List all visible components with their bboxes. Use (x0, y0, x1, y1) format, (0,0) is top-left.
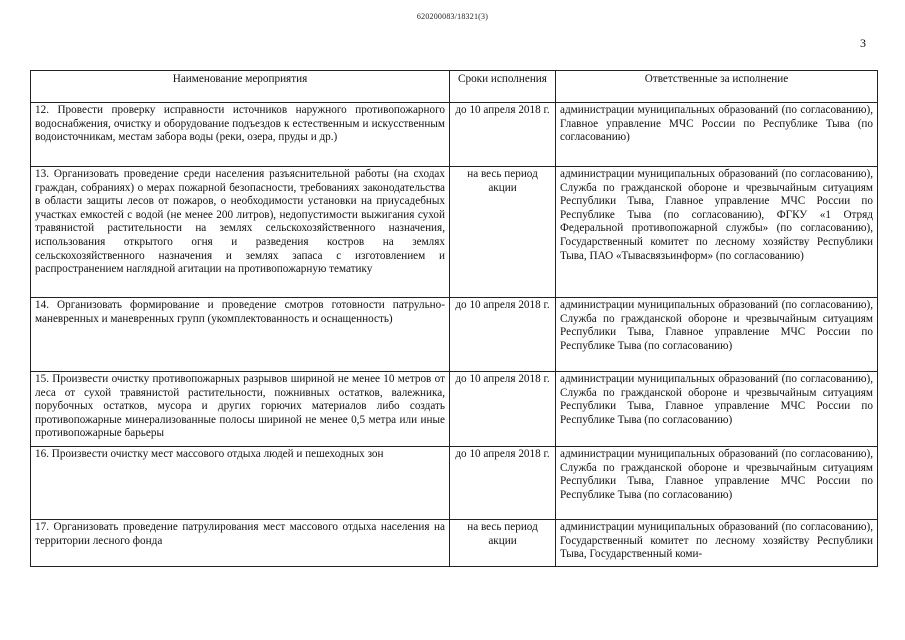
event-cell: 13. Организовать проведение среди населения разъяснительной работы (на сходах граждан, собраниях) о мерах пожарной безопасности, требованиях законодательства в области защиты лесов от пожаров, о необходимости установки на приусадебных участках емкостей с водой (не менее 200 литров), недопустимости выжигания сухой травянистой растительности на землях сельскохозяйственного назначения, использования открытого огня и разведения костров на землях сельскохозяйственного назначения и землях запаса с изготовлением и распространением наглядной агитации на противопожарную тематику (31, 167, 450, 298)
table-row (31, 447, 878, 520)
responsible-cell: администрации муниципальных образований (по согласованию), Служба по гражданской обороне и чрезвычайным ситуациям Республики Тыва, Главное управление МЧС России по Республике Тыва (по согласованию) (556, 372, 878, 447)
table-row (31, 298, 878, 372)
event-cell: 16. Произвести очистку мест массового отдыха людей и пешеходных зон (31, 447, 450, 520)
header-event: Наименование мероприятия (31, 71, 450, 103)
page-number: 3 (860, 36, 866, 50)
deadline-cell: до 10 апреля 2018 г. (450, 447, 556, 520)
header-responsible: Ответственные за исполнение (556, 71, 878, 103)
deadline-cell: на весь период акции (450, 520, 556, 567)
events-table (30, 70, 878, 567)
responsible-cell: администрации муниципальных образований (по согласованию), Служба по гражданской обороне и чрезвычайным ситуациям Республики Тыва, Главное управление МЧС России по Республике Тыва (по согласованию) (556, 298, 878, 372)
responsible-cell: администрации муниципальных образований (по согласованию), Служба по гражданской обороне и чрезвычайным ситуациям Республики Тыва, Главное управление МЧС России по Республике Тыва (по согласованию), ФГКУ «1 Отряд Федеральной противопожарной службы» (по согласованию), Государственный комитет по лесному хозяйству Республики Тыва, ПАО «Тывасвязьинформ» (по согласованию) (556, 167, 878, 298)
table-row (31, 103, 878, 167)
table-row (31, 520, 878, 567)
event-cell: 14. Организовать формирование и проведение смотров готовности патрульно-маневренных и маневренных групп (укомплектованность и оснащенность) (31, 298, 450, 372)
deadline-cell: до 10 апреля 2018 г. (450, 372, 556, 447)
responsible-cell: администрации муниципальных образований (по согласованию), Главное управление МЧС России по Республике Тыва (по согласованию) (556, 103, 878, 167)
responsible-cell: администрации муниципальных образований (по согласованию), Служба по гражданской обороне и чрезвычайным ситуациям Республики Тыва, Главное управление МЧС России по Республике Тыва (по согласованию) (556, 447, 878, 520)
header-deadline: Сроки исполнения (450, 71, 556, 103)
deadline-cell: на весь период акции (450, 167, 556, 298)
deadline-cell: до 10 апреля 2018 г. (450, 103, 556, 167)
deadline-cell: до 10 апреля 2018 г. (450, 298, 556, 372)
event-cell: 17. Организовать проведение патрулирования мест массового отдыха населения на территории лесного фонда (31, 520, 450, 567)
table-row (31, 372, 878, 447)
document-id: 620200083/18321(3) (416, 12, 489, 21)
responsible-cell: администрации муниципальных образований (по согласованию), Государственный комитет по лесному хозяйству Республики Тыва, Государственный коми- (556, 520, 878, 567)
event-cell: 12. Провести проверку исправности источников наружного противопожарного водоснабжения, очистку и оборудование подъездов к естественным и искусственным водоисточникам, местам забора воды (реки, озера, пруды и др.) (31, 103, 450, 167)
event-cell: 15. Произвести очистку противопожарных разрывов шириной не менее 10 метров от леса от сухой травянистой растительности, пожнивных остатков, валежника, порубочных остатков, мусора и других горючих материалов либо создать противопожарные минерализованные полосы шириной не менее 0,5 метра или иные противопожарные барьеры (31, 372, 450, 447)
table-row (31, 167, 878, 298)
table-header-row (31, 71, 878, 103)
